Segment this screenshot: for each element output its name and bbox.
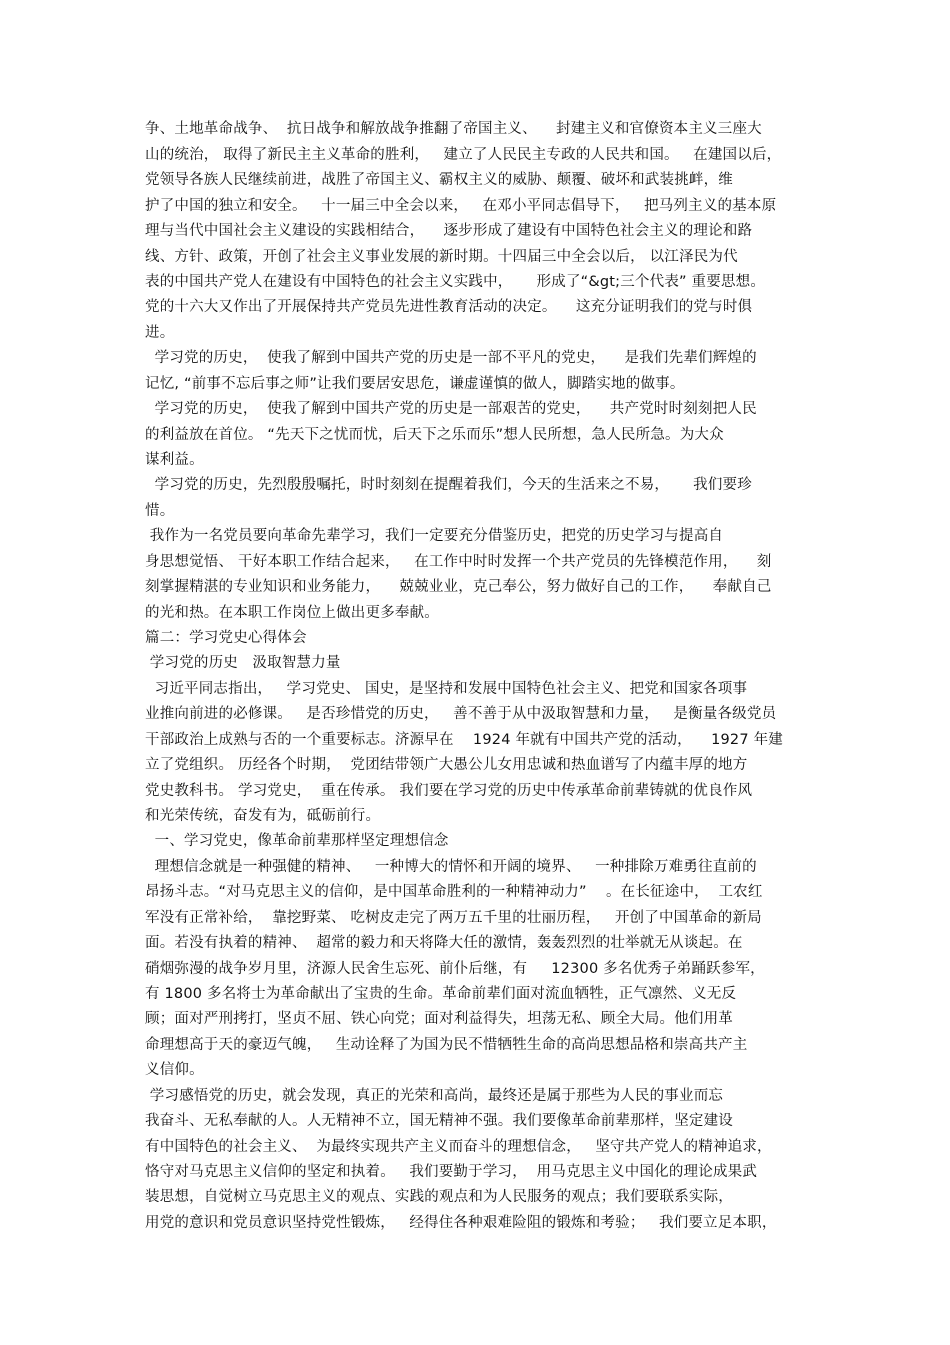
text-line: 干部政治上成熟与否的一个重要标志。济源早在 1924 年就有中国共产党的活动， 1927 年建 [145,732,783,748]
text-line: 顾；面对严刑拷打，坚贞不屈、铁心向党；面对利益得失，坦荡无私、顾全大局。他们用革 [145,1011,733,1027]
section-subheading: 学习党的历史 汲取智慧力量 [145,655,341,671]
text-line: 有中国特色的社会主义、 为最终实现共产主义而奋斗的理想信念， 坚守共产党人的精神追求， [145,1139,772,1155]
text-line: 党领导各族人民继续前进，战胜了帝国主义、霸权主义的威胁、颠覆、破坏和武装挑衅，维 [145,172,733,188]
text-line: 和光荣传统，奋发有为，砥砺前行。 [145,808,381,824]
text-line: 习近平同志指出， 学习党史、 国史，是坚持和发展中国特色社会主义、把党和国家各项事 [145,681,748,697]
text-line: 用党的意识和党员意识坚持党性锻炼， 经得住各种艰难险阻的锻炼和考验； 我们要立足本职， [145,1215,777,1231]
text-line: 立了党组织。 历经各个时期， 党团结带领广大愚公儿女用忠诚和热血谱写了内蕴丰厚的地方 [145,757,748,773]
text-line: 争、土地革命战争、 抗日战争和解放战争推翻了帝国主义、 封建主义和官僚资本主义三座大 [145,121,762,137]
text-line: 学习党的历史， 使我了解到中国共产党的历史是一部不平凡的党史， 是我们先辈们辉煌的 [145,350,757,366]
text-line: 进。 [145,325,175,341]
text-line: 昂扬斗志。“对马克思主义的信仰，是中国革命胜利的一种精神动力” 。在长征途中， 工农红 [145,884,763,900]
text-line: 刻掌握精湛的专业知识和业务能力， 兢兢业业，克己奉公，努力做好自己的工作， 奉献自己 [145,579,772,595]
text-line: 党史教科书。 学习党史， 重在传承。 我们要在学习党的历史中传承革命前辈铸就的优良作风 [145,783,753,799]
text-line: 面。若没有执着的精神、 超常的毅力和天将降大任的激情，轰轰烈烈的壮举就无从谈起。在 [145,935,743,951]
text-line: 业推向前进的必修课。 是否珍惜党的历史， 善不善于从中汲取智慧和力量， 是衡量各级党员 [145,706,777,722]
text-line: 记忆, “前事不忘后事之师”让我们要居安思危，谦虚谨慎的做人，脚踏实地的做事。 [145,376,685,392]
text-line: 的利益放在首位。 “先天下之忧而忧，后天下之乐而乐”想人民所想，急人民所急。为大众 [145,427,724,443]
text-line: 我作为一名党员要向革命先辈学习，我们一定要充分借鉴历史，把党的历史学习与提高自 [145,528,724,544]
text-line: 党的十六大又作出了开展保持共产党员先进性教育活动的决定。 这充分证明我们的党与时俱 [145,299,753,315]
section-heading: 篇二：学习党史心得体会 [145,630,307,646]
text-line: 我奋斗、无私奉献的人。人无精神不立，国无精神不强。我们要像革命前辈那样，坚定建设 [145,1113,733,1129]
text-line: 理与当代中国社会主义建设的实践相结合， 逐步形成了建设有中国特色社会主义的理论和路 [145,223,753,239]
text-line: 表的中国共产党人在建设有中国特色的社会主义实践中， 形成了“&gt;三个代表” 重要思想。 [145,274,766,290]
text-line: 义信仰。 [145,1062,204,1078]
text-line: 军没有正常补给， 靠挖野菜、 吃树皮走完了两万五千里的壮丽历程， 开创了中国革命的新局 [145,910,762,926]
text-line: 硝烟弥漫的战争岁月里，济源人民舍生忘死、前仆后继，有 12300 多名优秀子弟踊跃参军， [145,961,765,977]
text-line: 装思想，自觉树立马克思主义的观点、实践的观点和为人民服务的观点；我们要联系实际， [145,1189,733,1205]
text-line: 学习党的历史，先烈殷殷嘱托，时时刻刻在提醒着我们，今天的生活来之不易， 我们要珍 [145,477,752,493]
text-line: 护了中国的独立和安全。 十一届三中全会以来， 在邓小平同志倡导下， 把马列主义的基本原 [145,198,777,214]
text-line: 理想信念就是一种强健的精神、 一种博大的情怀和开阔的境界、 一种排除万难勇往直前的 [145,859,757,875]
section-subheading: 一、学习党史，像革命前辈那样坚定理想信念 [145,833,449,849]
text-line: 谋利益。 [145,452,204,468]
text-line: 山的统治， 取得了新民主主义革命的胜利， 建立了人民民主专政的人民共和国。 在建国以后， [145,147,782,163]
text-line: 恪守对马克思主义信仰的坚定和执着。 我们要勤于学习， 用马克思主义中国化的理论成果武 [145,1164,758,1180]
text-line: 有 1800 多名将士为革命献出了宝贵的生命。革命前辈们面对流血牺牲，正气凛然、义无反 [145,986,737,1002]
text-line: 的光和热。在本职工作岗位上做出更多奉献。 [145,605,439,621]
text-line: 学习感悟党的历史，就会发现，真正的光荣和高尚，最终还是属于那些为人民的事业而忘 [145,1088,724,1104]
text-line: 命理想高于天的豪迈气魄， 生动诠释了为国为民不惜牺牲生命的高尚思想品格和崇高共产主 [145,1037,748,1053]
text-line: 学习党的历史， 使我了解到中国共产党的历史是一部艰苦的党史， 共产党时时刻刻把人民 [145,401,757,417]
text-line: 线、方针、政策，开创了社会主义事业发展的新时期。十四届三中全会以后， 以江泽民为代 [145,249,738,265]
text-line: 身思想觉悟、 干好本职工作结合起来， 在工作中时时发挥一个共产党员的先锋模范作用， 刻 [145,554,772,570]
text-line: 惜。 [145,503,175,519]
